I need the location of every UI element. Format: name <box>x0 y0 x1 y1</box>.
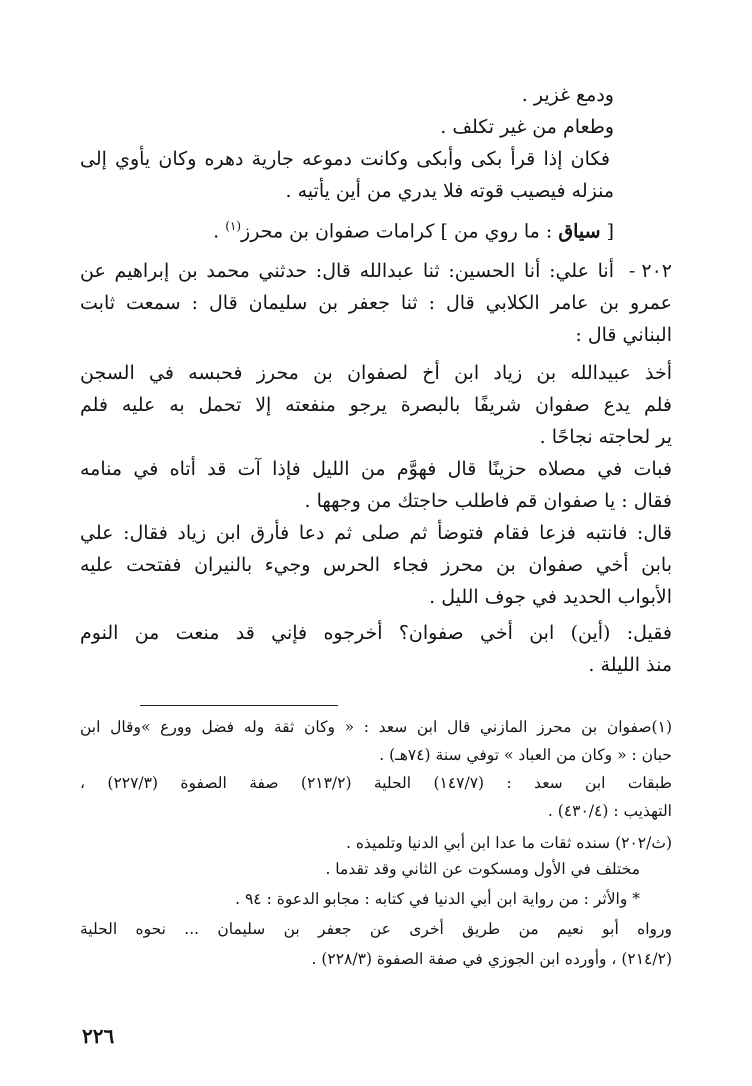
heading-end: . <box>213 220 220 243</box>
text-line: فقيل: (أين) ابن أخي صفوان؟ أخرجوه فإني قد منعت من النوم <box>80 622 672 644</box>
footnote-line: * والأثر : من رواية ابن أبي الدنيا في كتابه : مجابو الدعوة : ٩٤ . <box>235 890 640 908</box>
text-line: منذ الليلة . <box>588 654 672 676</box>
page-number: ٢٢٦ <box>82 1024 115 1048</box>
hadith-number: ٢٠٢ - <box>628 260 672 282</box>
text-line: وطعام من غير تكلف . <box>440 116 614 138</box>
heading-bracket-open: [ <box>606 220 614 243</box>
footnote-line: (١)صفوان بن محرز المازني قال ابن سعد : « وكان ثقة وله فضل وورع »وقال ابن <box>80 718 672 736</box>
text-line: فقال : يا صفوان قم فاطلب حاجتك من وجهها . <box>304 490 672 512</box>
text-line: الأبواب الحديد في جوف الليل . <box>429 586 672 608</box>
text-line: ودمع غزير . <box>521 84 614 106</box>
footnote-line: مختلف في الأول ومسكوت عن الثاني وقد تقدما . <box>325 860 640 878</box>
text-line: ير لحاجته نجاحًا . <box>539 426 672 448</box>
text-line: فبات في مصلاه حزينًا قال فهوَّم من الليل فإذا آت قد أتاه في منامه <box>80 458 672 480</box>
text-line: منزله فيصيب قوته فلا يدري من أين يأتيه . <box>285 180 614 202</box>
footnote-line: (ث/٢٠٢) سنده ثقات ما عدا ابن أبي الدنيا وتلميذه . <box>346 834 672 852</box>
footnote-ref: (١) <box>225 219 242 233</box>
footnote-line: طبقات ابن سعد : (١٤٧/٧) الحلية (٢١٣/٢) صفة الصفوة (٢٢٧/٣) ، <box>80 774 672 792</box>
text-line: فلم يدع صفوان شريفًا بالبصرة يرجو منفعته إلا تحمل به عليه فلم <box>80 394 672 416</box>
section-heading <box>80 220 614 241</box>
footnote-line: (٢١٤/٢) ، وأورده ابن الجوزي في صفة الصفوة (٢٢٨/٣) . <box>311 950 672 968</box>
text-line: فكان إذا قرأ بكى وأبكى وكانت دموعه جارية دهره وكان يأوي إلى <box>80 148 610 170</box>
text-line: البناني قال : <box>575 324 672 346</box>
text-line: أخذ عبيدالله بن زياد ابن أخ لصفوان بن محرز فحبسه في السجن <box>80 362 672 384</box>
text-line: عمرو بن عامر الكلابي قال : ثنا جعفر بن سليمان قال : سمعت ثابت <box>80 292 672 314</box>
heading-text: : ما روي من ] كرامات صفوان بن محرز <box>241 220 553 243</box>
footnote-line: التهذيب : (٤٣٠/٤) . <box>547 802 672 820</box>
text-line: بابن أخي صفوان بن محرز فجاء الحرس وجيء بالنيران ففتحت عليه <box>80 554 672 576</box>
footnote-line: ورواه أبو نعيم من طريق أخرى عن جعفر بن سليمان ... نحوه الحلية <box>80 920 672 938</box>
footnote-separator <box>140 705 338 706</box>
footnote-line: حبان : « وكان من العباد » توفي سنة (٧٤هـ) . <box>379 746 672 764</box>
heading-label: سياق <box>558 220 601 243</box>
text-line: أنا علي: أنا الحسين: ثنا عبدالله قال: حدثني محمد بن إبراهيم عن <box>80 260 614 282</box>
text-line: قال: فانتبه فزعا فقام فتوضأ ثم صلى ثم دعا فأرق ابن زياد فقال: علي <box>80 522 672 544</box>
